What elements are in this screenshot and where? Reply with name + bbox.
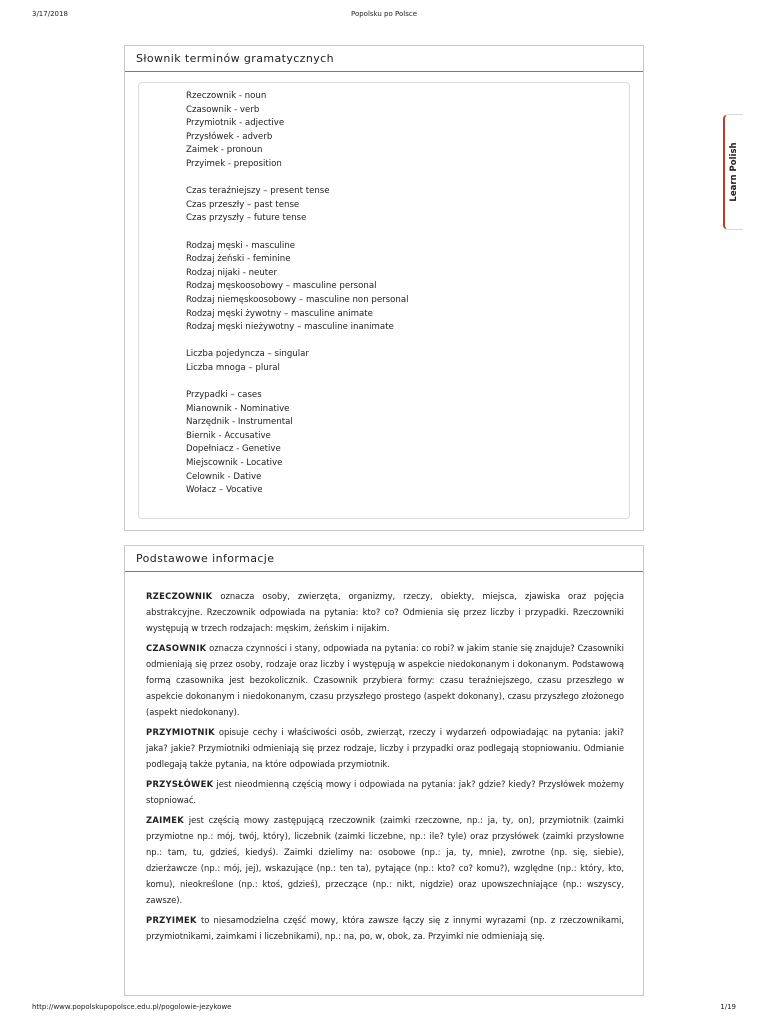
info-paragraph — [146, 912, 624, 944]
term-group — [186, 389, 408, 498]
paragraph-text: jest częścią mowy zastępującą rzeczownik (zaimki rzeczowne, np.: ja, ty, on), przymiotnik (zaimki przymiotne np.: mój, twój, który), liczebnik (zaimki liczebne, np.: ile? tyle) oraz przysłówek (zaimki przysłowne np.: tam, tu, gdzieś, kiedyś). Zaimki dzielimy na: osobowe (np.: ja, ty, mnie), zwrotne (np. się, siebie), dzierżawcze (np.: mój, jej), wskazujące (np.: ten ta), pytające (np.: kto? co? komu?), względne (np.: który, kto, komu), nieokreślone (np.: ktoś, gdzieś), przeczące (np.: nikt, nigdzie) oraz upowszechniające (np.: wszyscy, zawsze). — [146, 815, 624, 905]
print-page-title: Popolsku po Polsce — [350, 10, 418, 18]
glossary-term: Rodzaj żeński - feminine — [186, 254, 291, 265]
paragraph-text: to niesamodzielna część mowy, która zawsze łączy się z innymi wyrazami (np. z rzeczownikami, przymiotnikami, zaimkami i liczebnikami), np.: na, po, w, obok, za. Przyimki nie odmieniają się. — [146, 915, 624, 941]
glossary-term: Biernik - Accusative — [186, 430, 271, 441]
basic-info-panel — [124, 545, 644, 996]
term-group — [186, 90, 408, 172]
glossary-term: Rodzaj męskoosobowy – masculine personal — [186, 281, 377, 292]
print-footer — [0, 1003, 768, 1015]
glossary-term: Celownik - Dative — [186, 471, 262, 482]
info-paragraph — [146, 812, 624, 908]
glossary-term: Liczba mnoga – plural — [186, 362, 280, 373]
info-paragraph — [146, 588, 624, 636]
glossary-term: Czasownik - verb — [186, 104, 260, 115]
paragraph-text: jest nieodmienną częścią mowy i odpowiada na pytania: jak? gdzie? kiedy? Przysłówek możemy stopniować. — [146, 779, 624, 805]
part-of-speech-keyword: PRZYMIOTNIK — [146, 727, 215, 737]
glossary-term: Rzeczownik - noun — [186, 91, 267, 101]
part-of-speech-keyword: RZECZOWNIK — [146, 591, 213, 601]
glossary-term: Rodzaj niemęskoosobowy – masculine non personal — [186, 294, 409, 305]
part-of-speech-keyword: ZAIMEK — [146, 815, 185, 825]
glossary-term: Przyimek - preposition — [186, 158, 282, 169]
glossary-term: Przypadki – cases — [186, 390, 262, 401]
glossary-term: Rodzaj męski żywotny – masculine animate — [186, 308, 373, 319]
glossary-term: Czas teraźniejszy – present tense — [186, 186, 330, 197]
glossary-term: Mianownik - Nominative — [186, 403, 290, 414]
glossary-term: Czas przeszły – past tense — [186, 199, 300, 210]
glossary-term: Przymiotnik - adjective — [186, 118, 285, 129]
print-url: http://www.popolskupopolsce.edu.pl/pogolowie-jezykowe — [32, 1003, 232, 1011]
info-paragraph — [146, 776, 624, 808]
info-paragraph — [146, 724, 624, 772]
basic-info-body — [146, 588, 624, 948]
term-group — [186, 185, 408, 226]
print-header — [0, 10, 768, 22]
glossary-term: Rodzaj nijaki - neuter — [186, 267, 277, 278]
glossary-title: Słownik terminów gramatycznych — [125, 47, 643, 72]
part-of-speech-keyword: CZASOWNIK — [146, 643, 207, 653]
glossary-term: Zaimek - pronoun — [186, 145, 263, 156]
term-list — [186, 90, 408, 511]
glossary-term: Czas przyszły – future tense — [186, 213, 307, 224]
learn-polish-label: Learn Polish — [729, 142, 739, 202]
glossary-term: Dopełniacz - Genetive — [186, 444, 281, 455]
basic-info-title: Podstawowe informacje — [125, 547, 643, 572]
paragraph-text: oznacza czynności i stany, odpowiada na pytania: co robi? w jakim stanie się znajduje? Czasowniki odmieniają się przez osoby, rodzaje oraz liczby i występują w aspekcie niedokonanym i dokonanym. Podstawową formą czasownika jest bezokolicznik. Czasownik przybiera formy: czasu teraźniejszego, czasu przeszłego w aspekcie dokonanym i niedokonanym, czasu przyszłego prostego (aspekt dokonany), czasu przyszłego złożonego (aspekt niedokonany). — [146, 643, 624, 717]
glossary-box — [138, 82, 630, 519]
glossary-term: Wołacz – Vocative — [186, 485, 263, 496]
term-group — [186, 348, 408, 375]
paragraph-text: oznacza osoby, zwierzęta, organizmy, rzeczy, obiekty, miejsca, zjawiska oraz pojęcia abstrakcyjne. Rzeczownik odpowiada na pytania: kto? co? Odmienia się przez liczby i przypadki. Rzeczowniki występują w trzech rodzajach: męskim, żeńskim i nijakim. — [146, 591, 624, 633]
glossary-term: Rodzaj męski - masculine — [186, 240, 296, 251]
glossary-term: Przysłówek - adverb — [186, 131, 273, 142]
print-date: 3/17/2018 — [32, 10, 68, 18]
part-of-speech-keyword: PRZYIMEK — [146, 915, 197, 925]
part-of-speech-keyword: PRZYSŁÓWEK — [146, 779, 214, 789]
term-group — [186, 240, 408, 335]
print-page-number: 1/19 — [720, 1003, 736, 1011]
info-paragraph — [146, 640, 624, 720]
paragraph-text: opisuje cechy i właściwości osób, zwierząt, rzeczy i wydarzeń odpowiadając na pytania: jaki? jaka? jakie? Przymiotniki odmieniają się przez rodzaje, liczby i przypadki oraz podlegają stopniowaniu. Odmianie podlegają także pytania, na które odpowiada przymiotnik. — [146, 727, 624, 769]
glossary-term: Liczba pojedyncza – singular — [186, 349, 309, 360]
learn-polish-tab[interactable] — [723, 114, 743, 230]
glossary-term: Miejscownik - Locative — [186, 458, 283, 469]
glossary-panel — [124, 45, 644, 531]
glossary-term: Rodzaj męski nieżywotny – masculine inanimate — [186, 322, 394, 333]
glossary-term: Narzędnik - Instrumental — [186, 417, 293, 428]
